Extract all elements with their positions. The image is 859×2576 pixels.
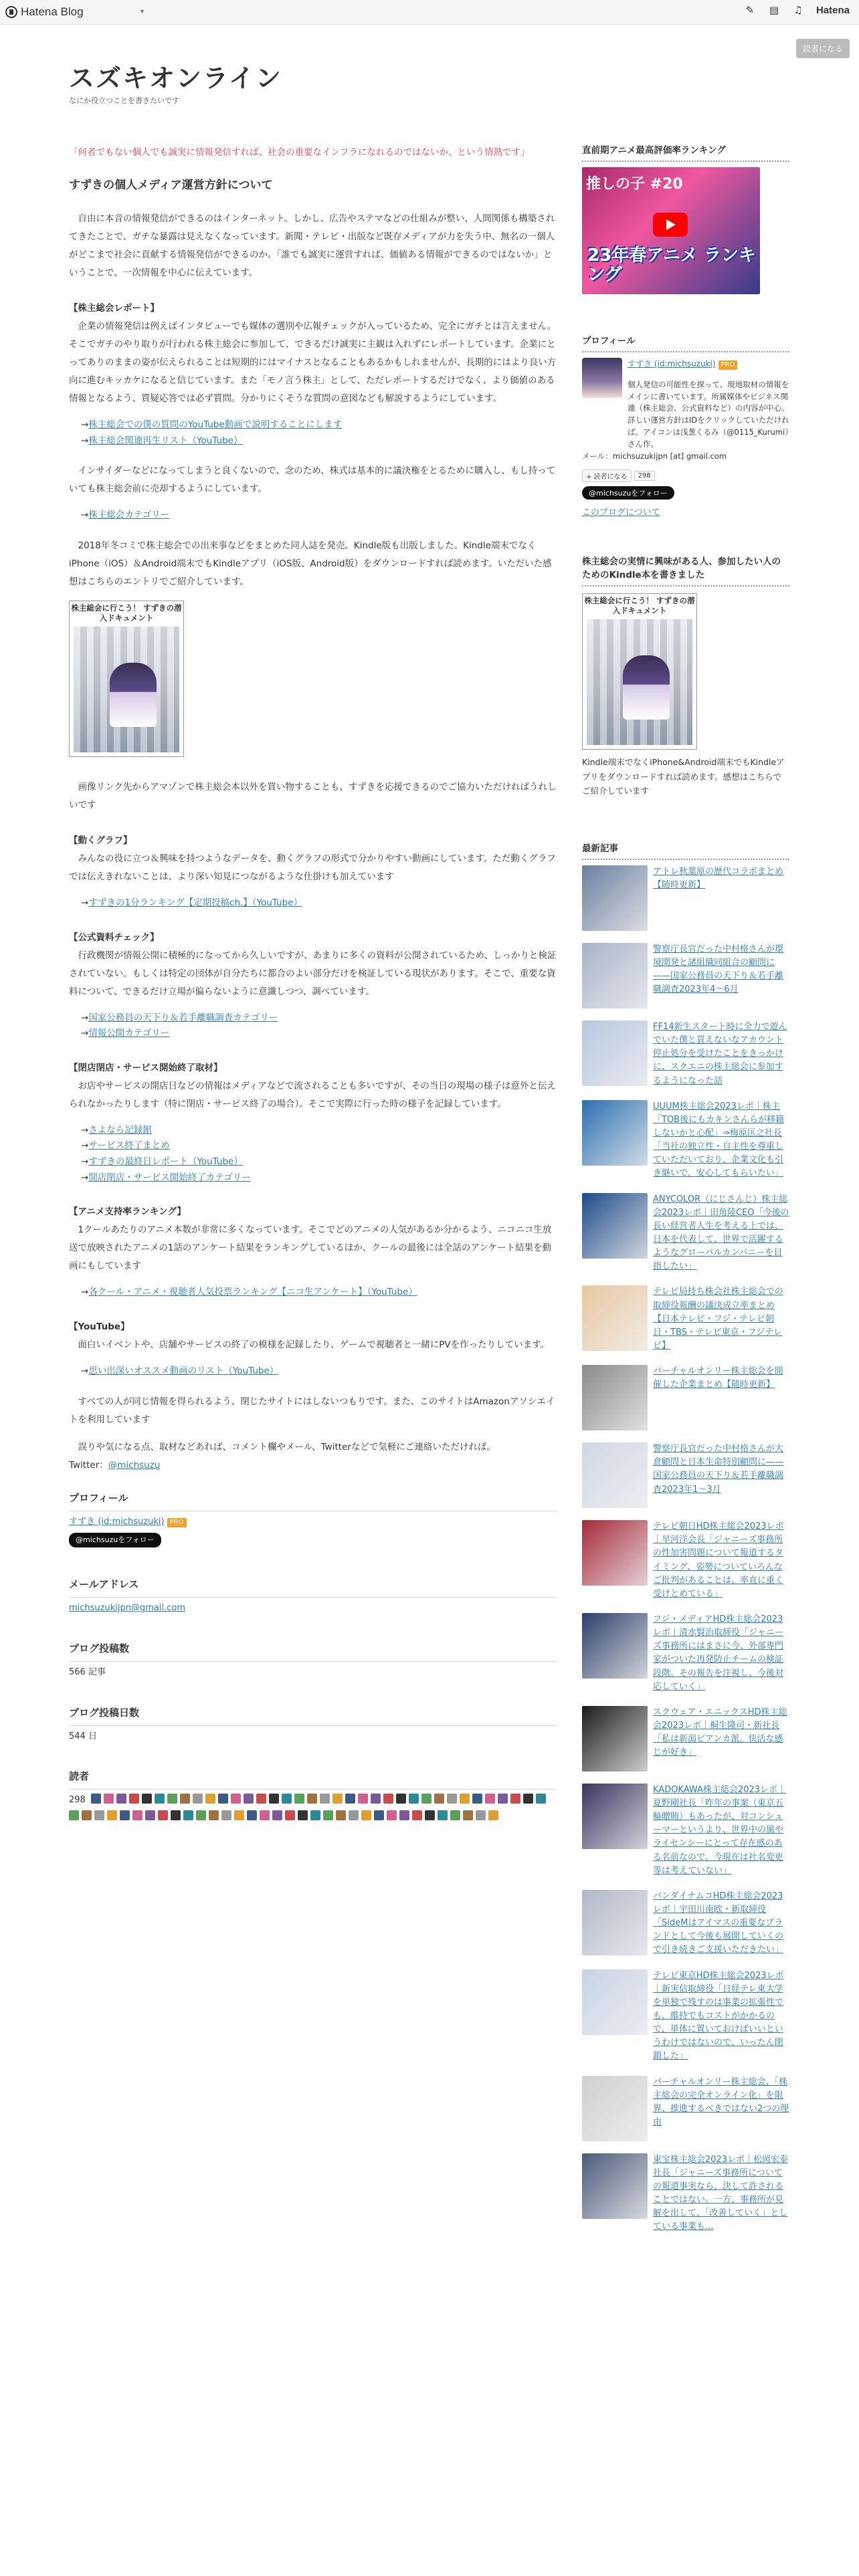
- reader-avatar[interactable]: [345, 1794, 355, 1804]
- sidebar-book-cover[interactable]: [582, 593, 697, 750]
- subscribe-button[interactable]: 読者になる: [796, 39, 850, 58]
- section-heading: 【閉店閉店・サービス開始終了取材】: [69, 1062, 223, 1073]
- sidebar-reader-row: [582, 469, 789, 482]
- reader-avatar[interactable]: [272, 1810, 282, 1820]
- sidebar-twitter-follow[interactable]: @michsuzuをフォロー: [582, 486, 674, 500]
- reader-avatar[interactable]: [447, 1794, 457, 1804]
- section-body: お店やサービスの開店日などの情報はメディアなどで流されることも多いですが、その当日の現場の様子は意外と伝えられなかったりします（特に閉店・サービス終了の場合）。そこで実際に行った時の様子を記録しています。: [69, 1080, 556, 1109]
- video-top-text: 推しの子 #20: [586, 175, 683, 193]
- recent-article-item[interactable]: [582, 1706, 789, 1772]
- recent-article-item[interactable]: [582, 1021, 789, 1088]
- main-article: [69, 144, 557, 1820]
- link-item[interactable]: 思い出深いオススメ動画のリスト（YouTube）: [88, 1365, 279, 1376]
- reader-avatar[interactable]: [205, 1794, 215, 1804]
- sidebar-profile-mail: メール：michsuzukijpn [at] gmail.com: [582, 451, 727, 461]
- readers-count: 298: [69, 1795, 86, 1806]
- reader-avatar[interactable]: [269, 1794, 279, 1804]
- link-item[interactable]: 株主総会カテゴリー: [88, 510, 170, 521]
- blog-footer-info: [69, 1488, 557, 1821]
- reader-avatar[interactable]: [463, 1810, 473, 1820]
- bell-icon[interactable]: ♫: [793, 4, 803, 16]
- section-body: 1クールあたりのアニメ本数が非常に多くなっています。そこでどのアニメの人気があるか分かるよう、ニコニコ生放送で放映されたアニメの1話のアンケート結果をランキングしているほか、クールの最後には全話のアンケート結果を動画にもしています: [69, 1224, 552, 1272]
- reader-avatar[interactable]: [434, 1794, 444, 1804]
- reader-avatar[interactable]: [129, 1794, 139, 1804]
- footer-readers-head: 読者: [69, 1766, 557, 1790]
- recent-article-title[interactable]: 警察庁長官だった中村格さんが環境開発と諸組織同組合の顧問に——国家公務員の天下り＆若手離職調査2023年4〜6月: [653, 944, 784, 995]
- recent-article-item[interactable]: [582, 2076, 789, 2141]
- recent-article-item[interactable]: [582, 1784, 789, 1878]
- reader-avatar[interactable]: [450, 1810, 460, 1820]
- reader-avatar[interactable]: [476, 1810, 486, 1820]
- reader-avatar[interactable]: [523, 1794, 533, 1804]
- blog-description: なにか役立つことを書きたいです: [69, 96, 179, 105]
- twitter-line: [69, 1457, 557, 1475]
- section-heading: 【株主総会レポート】: [69, 303, 159, 314]
- video-title-text: 23年春アニメ ランキング: [587, 245, 756, 285]
- footer-posts: 566 記事: [69, 1667, 106, 1677]
- recent-article-thumbnail[interactable]: [582, 865, 648, 931]
- contact-paragraph: 誤りや気になる点、取材などあれば、コメント欄やメール、Twitterなどで気軽にご連絡いただければ。: [78, 1441, 496, 1453]
- section-body: 行政機関が情報公開に積極的になってから久しいですが、あまりに多くの資料が公開されているため、しっかりと検証されていない。もしくは特定の団体が自分たちに都合のよい部分だけを検証している現状があります。そこで、重要な資料について、できるだけ立場が偏らないように意識しつつ、調べています。: [69, 950, 557, 997]
- reader-avatar[interactable]: [358, 1794, 368, 1804]
- sidebar-profile-name[interactable]: すずき (id:michsuzuki): [628, 358, 716, 368]
- link-item[interactable]: すずきの最終日レポート（YouTube）: [88, 1156, 243, 1167]
- footer-days: 544 日: [69, 1731, 97, 1741]
- reader-avatar[interactable]: [510, 1794, 520, 1804]
- reader-avatar[interactable]: [472, 1794, 482, 1804]
- link-item[interactable]: すずきの1分ランキング【定期投稿ch.】（YouTube）: [88, 897, 303, 908]
- reader-avatar[interactable]: [383, 1794, 393, 1804]
- recent-article-item[interactable]: [582, 1193, 789, 1274]
- section-heading: 【公式資料チェック】: [69, 932, 159, 943]
- reader-avatar[interactable]: [142, 1794, 152, 1804]
- reader-avatar[interactable]: [412, 1810, 422, 1820]
- reader-avatar[interactable]: [387, 1810, 397, 1820]
- reader-avatar[interactable]: [421, 1794, 432, 1804]
- reader-avatar[interactable]: [498, 1794, 508, 1804]
- reader-avatar[interactable]: [231, 1794, 241, 1804]
- reader-avatar[interactable]: [307, 1794, 317, 1804]
- link-item[interactable]: 国家公務員の天下り＆若手離職調査カテゴリー: [88, 1012, 278, 1023]
- reader-avatar[interactable]: [282, 1794, 292, 1804]
- sidebar-book-character: [623, 655, 670, 720]
- sidebar-anime-head: 直前期アニメ最高評価率ランキング: [582, 144, 789, 162]
- reader-avatar[interactable]: [310, 1810, 320, 1820]
- section-heading: 【アニメ支持率ランキング】: [69, 1206, 186, 1218]
- sidebar-subscribe-button[interactable]: + 読者になる: [582, 469, 632, 482]
- reader-avatar[interactable]: [104, 1794, 114, 1804]
- play-icon[interactable]: [653, 213, 688, 237]
- recent-article-thumbnail[interactable]: [582, 2076, 648, 2141]
- link-list: →さよなら記録館 →サービス終了まとめ →すずきの最終日レポート（YouTube） →開店閉店・サービス開始終了カテゴリー: [81, 1124, 251, 1183]
- sidebar-book-text: Kindle端末でなくiPhone&Android端末でもKindleアプリをダウンロードすれば読めます。感想はこちらでご紹介しています: [582, 757, 785, 796]
- recent-article-thumbnail[interactable]: [582, 1890, 648, 1955]
- link-item[interactable]: 各クール・アニメ・視聴者人気投票ランキング【ニコ生アンケート】（YouTube）: [88, 1287, 417, 1298]
- link-item[interactable]: 株主総会での僕の質問のYouTube動画で説明することにします: [88, 419, 343, 430]
- recent-article-thumbnail[interactable]: [582, 1193, 648, 1259]
- reader-avatar[interactable]: [332, 1794, 343, 1804]
- reader-avatar[interactable]: [132, 1810, 142, 1820]
- section-body: 企業の情報発信は例えばインタビューでも媒体の選別や広報チェックが入っているため、完全にガチとは言えません。そこでガチのやり取りが行われる株主総会に参加して、できるだけ誠実に主観は入れずにレポートしています。企業にとってありのままの姿が伝えられることは短期的にはマイナスとなることもあるかもしれませんが、長期的にはより良い方向に進むキッカケになると信じています。また「モノ言う株主」として、ただレポートするだけでなく、より価値のある情報となるよう、質疑応答では必ず質問。分かりにくそうな質問の意図なども解説するようにしています。: [69, 321, 557, 404]
- sidebar-recent-head: 最新記事: [582, 842, 789, 860]
- reader-avatar[interactable]: [488, 1810, 498, 1820]
- recent-article-thumbnail[interactable]: [582, 1706, 648, 1772]
- recent-article-item[interactable]: [582, 1613, 789, 1694]
- link-list: →株主総会カテゴリー: [81, 510, 170, 521]
- twitter-label: Twitter：: [69, 1459, 108, 1471]
- recent-article-thumbnail[interactable]: [582, 1613, 648, 1679]
- recent-articles-list: [582, 865, 789, 2234]
- reader-avatar[interactable]: [171, 1810, 181, 1820]
- recent-article-thumbnail[interactable]: [582, 1100, 648, 1166]
- section-body: 面白いイベントや、店舗やサービスの終了の模様を記録したり、ゲームで視聴者と一緒にPVを作ったりしています。: [78, 1339, 550, 1350]
- recent-article-item[interactable]: [582, 1100, 789, 1181]
- footer-posts-head: ブログ投稿数: [69, 1638, 557, 1662]
- policy-paragraph: 自由に本音の情報発信ができるのはインターネット。しかし、広告やステマなどの仕組みが整い、人間関係も構築されてきたことで、ガチな暴露は見えなくなっています。新聞・テレビ・出版など既存メディアが力を失う中、無名の一個人がどこまで社会に貢献する情報発信ができるのか。「誰でも誠実に運営すれば、価値ある情報ができるのではないか」ということで、一次情報を中心に伝えています。: [69, 213, 555, 278]
- reader-avatar[interactable]: [158, 1810, 168, 1820]
- section-heading: 【動くグラフ】: [69, 835, 132, 846]
- sidebar: [582, 144, 789, 2234]
- recent-article-thumbnail[interactable]: [582, 943, 648, 1008]
- recent-article-item[interactable]: [582, 865, 789, 931]
- reader-avatar[interactable]: [218, 1794, 228, 1804]
- twitter-follow-button[interactable]: @michsuzuをフォロー: [69, 1533, 161, 1547]
- hatena-blog-logo[interactable]: [5, 5, 84, 19]
- reader-avatar[interactable]: [180, 1794, 190, 1804]
- reader-avatar[interactable]: [438, 1810, 448, 1820]
- recent-article-title[interactable]: バーチャルオンリー株主総会、「株主総会の完全オンライン化」を限界、推進するべきではない2つの理由: [653, 2076, 789, 2127]
- recent-article-title[interactable]: アトレ秋葉原の歴代コラボまとめ【随時更新】: [653, 867, 784, 891]
- reader-avatar[interactable]: [107, 1810, 117, 1820]
- reader-avatar[interactable]: [183, 1810, 193, 1820]
- link-list: →国家公務員の天下り＆若手離職調査カテゴリー →情報公開カテゴリー: [81, 1012, 278, 1039]
- sidebar-profile-text: 個人発信の可能性を探って、現地取材の情報をメインに書いています。所属媒体やビジネス関連（株主総会、公式資料など）の内容が中心。詳しい運営方針はIDをクリックしていただければ。アイコンは浅葱くるみ（@0115_Kurumi）さん作。: [628, 379, 789, 449]
- reader-avatar[interactable]: [209, 1810, 219, 1820]
- reader-avatar[interactable]: [120, 1810, 130, 1820]
- reader-avatar[interactable]: [460, 1794, 470, 1804]
- sidebar-profile-head: プロフィール: [582, 334, 789, 352]
- footer-mail[interactable]: michsuzukijpn@gmail.com: [69, 1603, 185, 1614]
- reader-avatar[interactable]: [196, 1810, 206, 1820]
- recent-article-thumbnail[interactable]: [582, 1969, 648, 2035]
- closing-paragraph: すべての人が同じ情報を得られるよう、閉じたサイトにはしないつもりです。また、このサイトはAmazonアソシエイトを利用しています: [69, 1396, 555, 1425]
- recent-article-item[interactable]: [582, 1285, 789, 1353]
- reader-avatar[interactable]: [425, 1810, 435, 1820]
- edit-icon[interactable]: ✎: [745, 4, 755, 16]
- reader-avatar[interactable]: [116, 1794, 126, 1804]
- link-item[interactable]: 株主総会関連再生リスト（YouTube）: [88, 435, 243, 446]
- sidebar-book-head: 株主総会の実情に興味がある人、参加したい人のためのKindle本を書きました: [582, 555, 789, 587]
- reader-avatar[interactable]: [361, 1810, 371, 1820]
- reader-avatar[interactable]: [399, 1810, 409, 1820]
- reader-avatar[interactable]: [69, 1810, 79, 1820]
- reader-avatar[interactable]: [349, 1810, 359, 1820]
- hatena-blog-logo-text: Hatena Blog: [21, 5, 84, 18]
- recent-article-title[interactable]: バンダイナムコHD株主総会2023レポ｜宇田川南欧・新取締役「SideMはアイマスの重要なブランドとして今後も展開していくので引き続きご支援いただきたい」: [653, 1891, 784, 1955]
- intro-quote: 「何者でもない個人でも誠実に情報発信すれば、社会の重要なインフラになれるのではないか、という情熱です」: [69, 147, 530, 158]
- readers-avatars: [69, 1794, 557, 1820]
- recent-article-title[interactable]: 東宝株主総会2023レポ｜松岡宏泰社長「ジャニーズ事務所についての報道事実なら、決して許されることではない。一方、事務所が見解を出して、「改善していく」としている事業も...: [653, 2154, 789, 2232]
- youtube-video-thumbnail[interactable]: [582, 167, 760, 294]
- reader-avatar[interactable]: [244, 1794, 254, 1804]
- global-header: [0, 0, 859, 25]
- link-item[interactable]: 開店閉店・サービス開始終了カテゴリー: [88, 1172, 251, 1183]
- recent-article-title[interactable]: ANYCOLOR（にじさんじ）株主総会2023レポ｜田角陸CEO「今後の長い経営者人生を考える上では、日本を代表して、世界で活躍するようなグローバルカンパニーを目指したい」: [653, 1194, 789, 1272]
- section-heading: 【YouTube】: [69, 1321, 130, 1332]
- recent-article-item[interactable]: [582, 943, 789, 1008]
- recent-article-thumbnail[interactable]: [582, 1520, 648, 1586]
- sidebar-reader-count: 298: [634, 471, 655, 481]
- header-menu-chevron[interactable]: ▾: [140, 8, 145, 15]
- about-blog-link[interactable]: このブログについて: [582, 507, 660, 518]
- book-cover-image[interactable]: [69, 601, 184, 757]
- policy-title: すずきの個人メディア運営方針について: [69, 179, 273, 192]
- recent-article-thumbnail[interactable]: [582, 1285, 648, 1351]
- avatar[interactable]: [582, 358, 622, 398]
- reader-avatar[interactable]: [167, 1794, 177, 1804]
- recent-article-thumbnail[interactable]: [582, 1442, 648, 1508]
- reader-avatar[interactable]: [193, 1794, 203, 1804]
- recent-article-thumbnail[interactable]: [582, 1021, 648, 1086]
- sidebar-book-title: 株主総会に行こう！ すずきの潜入ドキュメント: [584, 596, 695, 616]
- recent-article-title[interactable]: スクウェア・エニックスHD株主総会2023レポ｜桐生隆司・新社長「私は新潟ビアンカ派。快活な感じが好き」: [653, 1707, 787, 1758]
- recent-article-title[interactable]: UUUM株主総会2023レポ｜株主「TOB後にもカキンさんらが移籍しないかと心配」⇒梅原匡之社長「当社の独立性・自主性を尊重していただいており、企業文化も引き継いで、安心してもらいたい」: [653, 1101, 784, 1179]
- section-body: インサイダーなどになってしまうと良くないので、念のため、株式は基本的に議決権をとるために購入し、もし持っていても株主総会前に売却するようにしています。: [69, 465, 556, 495]
- twitter-link[interactable]: @michsuzu: [108, 1459, 161, 1471]
- reader-avatar[interactable]: [94, 1810, 104, 1820]
- pro-badge: PRO: [719, 360, 738, 370]
- reader-avatar[interactable]: [485, 1794, 495, 1804]
- reader-avatar[interactable]: [221, 1810, 231, 1820]
- reader-avatar[interactable]: [298, 1810, 308, 1820]
- recent-article-title[interactable]: 警察庁長官だった中村格さんが大倉顧問と日本生命特別顧問に——国家公務員の天下り＆若手離職調査2023年1〜3月: [653, 1444, 784, 1495]
- reader-avatar[interactable]: [234, 1810, 244, 1820]
- reader-avatar[interactable]: [260, 1810, 270, 1820]
- link-list: →思い出深いオススメ動画のリスト（YouTube）: [81, 1365, 279, 1376]
- reader-avatar[interactable]: [294, 1794, 304, 1804]
- recent-article-item[interactable]: [582, 2153, 789, 2234]
- dashboard-icon[interactable]: ▤: [769, 4, 779, 16]
- footer-mail-head: メールアドレス: [69, 1574, 557, 1598]
- link-list: →各クール・アニメ・視聴者人気投票ランキング【ニコ生アンケート】（YouTube）: [81, 1287, 417, 1298]
- reader-avatar[interactable]: [145, 1810, 155, 1820]
- link-item[interactable]: サービス終了まとめ: [88, 1140, 170, 1152]
- link-list: →すずきの1分ランキング【定期投稿ch.】（YouTube）: [81, 897, 303, 908]
- blog-title[interactable]: スズキオンライン: [69, 64, 282, 93]
- header-right-tools: [744, 4, 850, 16]
- reader-avatar[interactable]: [320, 1794, 330, 1804]
- pro-badge: PRO: [167, 1518, 187, 1527]
- recent-article-item[interactable]: [582, 1520, 789, 1601]
- reader-avatar[interactable]: [256, 1794, 266, 1804]
- recent-article-thumbnail[interactable]: [582, 1365, 648, 1430]
- book-cover-character: [110, 663, 157, 727]
- recent-article-item[interactable]: [582, 1365, 789, 1430]
- section-body: みんなの役に立つ＆興味を持つようなデータを、動くグラフの形式で分かりやすい動画にしています。ただ動くグラフでは伝えきれないことは、より深い知見につながるような仕掛けも加えています: [69, 853, 556, 882]
- recent-article-title[interactable]: テレビ東京HD株主総会2023レポ｜新実信取締役「日経テレ東大学を単独で残すのは事業の拡張性でも、維持でもコストがかかるので、単体に置いておけばいいというわけではないので、いったん閉鎖した」: [653, 1970, 784, 2062]
- reader-avatar[interactable]: [336, 1810, 346, 1820]
- section-body: 画像リンク先からアマゾンで株主総会本以外を買い物することも、すずきを応援できるのでご協力いただければうれしいです: [69, 781, 557, 811]
- recent-article-thumbnail[interactable]: [582, 1784, 648, 1849]
- recent-article-title[interactable]: バーチャルオンリー株主総会を開催した企業まとめ【随時更新】: [653, 1366, 783, 1390]
- footer-profile-name[interactable]: すずき (id:michsuzuki): [69, 1516, 165, 1527]
- hatena-blog-icon: [5, 6, 17, 18]
- reader-avatar[interactable]: [155, 1794, 165, 1804]
- reader-avatar[interactable]: [247, 1810, 257, 1820]
- reader-avatar[interactable]: [409, 1794, 419, 1804]
- hatena-account-link[interactable]: Hatena: [816, 4, 850, 16]
- link-item[interactable]: さよなら記録館: [88, 1124, 152, 1136]
- recent-article-title[interactable]: FF14新生スタート時に全力で遊んでいた僕と買えないなアカウント停止処分を受けたことをきっかけに、スクエニの株主総会に参加するようになった話: [653, 1022, 787, 1086]
- reader-avatar[interactable]: [82, 1810, 92, 1820]
- footer-days-head: ブログ投稿日数: [69, 1703, 557, 1726]
- recent-article-thumbnail[interactable]: [582, 2153, 648, 2219]
- footer-profile-head: プロフィール: [69, 1488, 557, 1511]
- reader-avatar[interactable]: [536, 1794, 546, 1804]
- reader-avatar[interactable]: [374, 1810, 384, 1820]
- section-body: 2018年冬コミで株主総会での出来事などをまとめた同人誌を発売。Kindle版も出版しました。Kindle端末でなくiPhone（iOS）＆Android端末でもKindleアプリ（iOS版、Android版）をダウンロードすれば読めます。いただいた感想はこちらのエントリでご紹介しています。: [69, 540, 552, 587]
- reader-avatar[interactable]: [371, 1794, 381, 1804]
- recent-article-item[interactable]: [582, 1442, 789, 1508]
- link-item[interactable]: 情報公開カテゴリー: [88, 1028, 170, 1039]
- book-cover-title: 株主総会に行こう！ すずきの潜入ドキュメント: [71, 603, 182, 623]
- recent-article-title[interactable]: フジ・メディアHD株主総会2023レポ｜清水賢治取締役「ジャニーズ事務所にはまさに今、外部専門家がついた再発防止チームの検証段階。その報告を注視し、今後対応していく」: [653, 1614, 784, 1692]
- reader-avatar[interactable]: [396, 1794, 406, 1804]
- recent-article-title[interactable]: テレビ局持ち株会社株主総会での取締役報酬の議決成立率まとめ【日本テレビ・フジ・テレビ朝日・TBS・テレビ東京・フジテレビ】: [653, 1287, 783, 1351]
- reader-avatar[interactable]: [323, 1810, 333, 1820]
- recent-article-item[interactable]: [582, 1890, 789, 1957]
- reader-avatar[interactable]: [91, 1794, 101, 1804]
- recent-article-item[interactable]: [582, 1969, 789, 2064]
- recent-article-title[interactable]: KADOKAWA株主総会2023レポ｜夏野剛社長「昨年の事案（東京五輪贈賄）もあったが、対コンシューマーというより、世界中の風やライセンシーにとって存在感のある名前なので、今現在は社名変更等は考えていない」: [653, 1784, 787, 1876]
- recent-article-title[interactable]: テレビ朝日HD株主総会2023レポ｜早河洋会長「ジャニーズ事務所の性加害問題について報道するタイミング、姿勢についていろんなご批判があることは、率直に重く受けとめている」: [653, 1521, 784, 1599]
- link-list: →株主総会での僕の質問のYouTube動画で説明することにします →株主総会関連再生リスト（YouTube）: [81, 419, 343, 446]
- reader-avatar[interactable]: [285, 1810, 295, 1820]
